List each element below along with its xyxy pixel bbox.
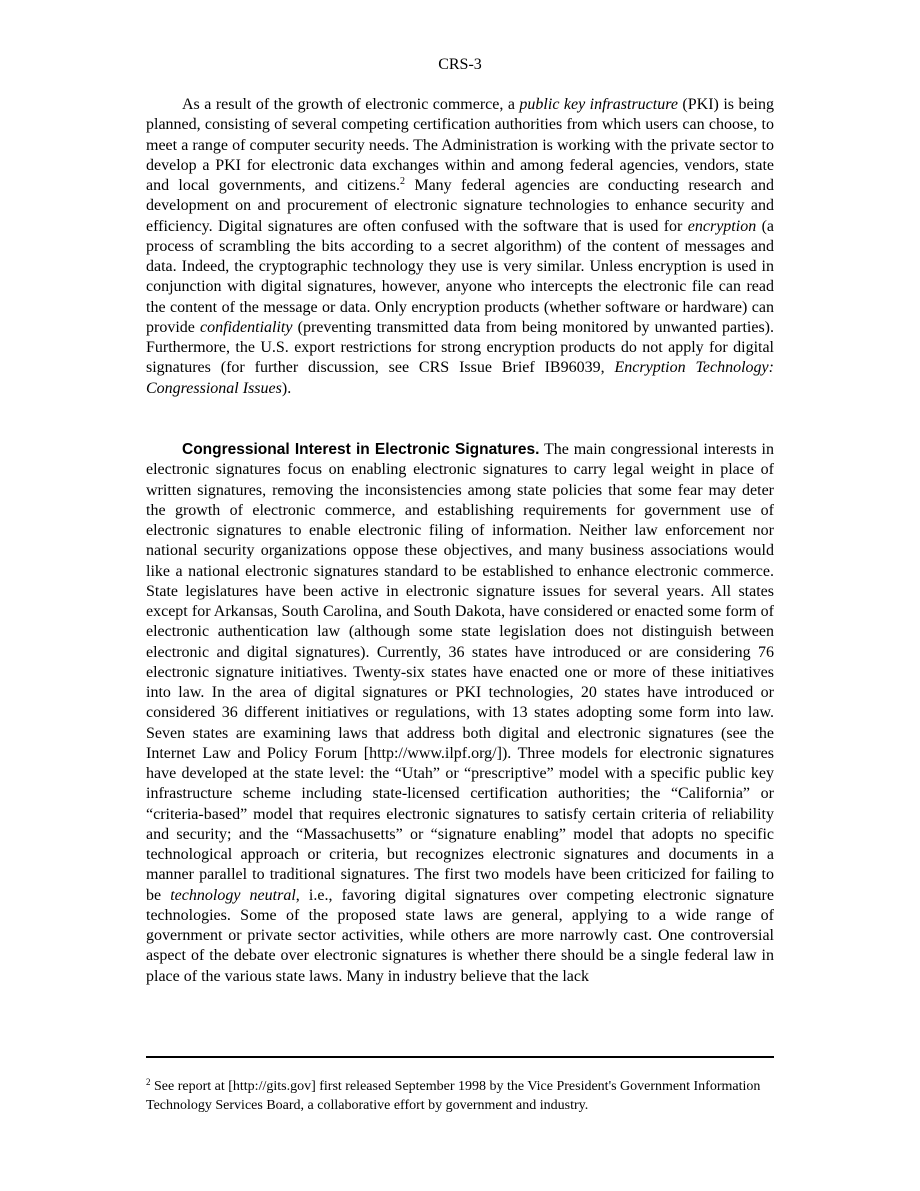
- italic-term-technology-neutral: technology neutral: [170, 886, 296, 904]
- page-header: CRS-3: [438, 56, 482, 73]
- italic-term-pki: public key infrastructure: [519, 96, 678, 113]
- footnote-reference[interactable]: 2: [400, 176, 406, 187]
- text-run: (PKI) is being planned, consisting of several competing certification authorities from which users can choose, to meet a range of computer security needs. The Administration is working with the private sector to develop a PKI for electronic data exchanges within and among federal agencies, vendors, state and local governments, and citizens.: [146, 96, 775, 194]
- text-run: ).: [281, 379, 292, 397]
- text-run: The main congressional interests in electronic signatures focus on enabling electronic signatures to carry legal weight in place of written signatures, removing the inconsistencies among state policies that some fear may deter the growth of electronic commerce, and establishing requirements for government use of electronic signatures to enable electronic filing of information. Neither law enforcement nor national security organizations oppose these objectives, and many business associations would like a national electronic signatures standard to be established to enhance electronic commerce. State legislatures have been active in electronic signature issues for several years. All states except for Arkansas, South Carolina, and South Dakota, have considered or enacted some form of electronic authentication law (although some state legislation does not distinguish between electronic and digital signatures). Currently, 36 states have introduced or are considering 76 electronic signature initiatives. Twenty-six states have enacted one or more of these initiatives into law. In the area of digital signatures or PKI technologies, 20 states have introduced or considered 36 different initiatives or regulations, with 13 states adopting some form into law. Seven states are examining laws that address both digital and electronic signatures (see the Internet Law and Policy Forum [http://www.ilpf.org/]). Three models for electronic signatures have developed at the state level: the “Utah” or “prescriptive” model with a specific public key infrastructure scheme including state-licensed certification authorities; the “California” or “criteria-based” model that requires electronic signatures to satisfy certain criteria of reliability and security; and the “Massachusetts” or “signature enabling” model that adopts no specific technological approach or criteria, but recognizes electronic signatures and documents in a manner parallel to traditional signatures. The first two models have been criticized for failing to be: [146, 441, 774, 904]
- text-run: (a process of scrambling the bits according to a secret algorithm) of the content of messages and data. Indeed, the cryptographic technology they use is very similar. Unless encryption is used in conjunction with digital signatures, however, anyone who intercepts the electronic file can read the content of the message or data. Only encryption products (whether software or hardware) can provide: [146, 217, 774, 336]
- footnote-text: See report at [http://gits.gov] first released September 1998 by the Vice President's Government Information Technology Services Board, a collaborative effort by government and industry.: [146, 1079, 761, 1113]
- text-run: (preventing transmitted data from being monitored by unwanted parties). Furthermore, the U.S. export restrictions for strong encryption products do not apply for digital signatures (for further discussion, see CRS Issue Brief IB96039,: [146, 318, 774, 377]
- italic-citation-title: Encryption Technology: Congressional Issues: [146, 359, 774, 397]
- paragraph-pki: [146, 95, 774, 399]
- footnote-divider: [146, 1056, 774, 1058]
- paragraph-congressional-interest: [146, 440, 774, 987]
- italic-term-confidentiality: confidentiality: [200, 318, 293, 336]
- text-run: , i.e., favoring digital signatures over competing electronic signature technologies. Some of the proposed state laws are general, applying to a wide range of government or private sector activities, while others are more narrowly cast. One controversial aspect of the debate over electronic signatures is whether there should be a single federal law in place of the various state laws. Many in industry believe that the lack: [146, 886, 774, 985]
- footnote: [146, 1077, 774, 1115]
- text-run: Many federal agencies are conducting research and development on and procurement of electronic signature technologies to enhance security and efficiency. Digital signatures are often confused with the software that is used for: [146, 177, 775, 235]
- section-heading: Congressional Interest in Electronic Signatures.: [182, 441, 540, 458]
- footnote-number: 2: [146, 1077, 151, 1087]
- text-run: As a result of the growth of electronic commerce, a: [182, 96, 520, 113]
- italic-term-encryption: encryption: [687, 217, 757, 235]
